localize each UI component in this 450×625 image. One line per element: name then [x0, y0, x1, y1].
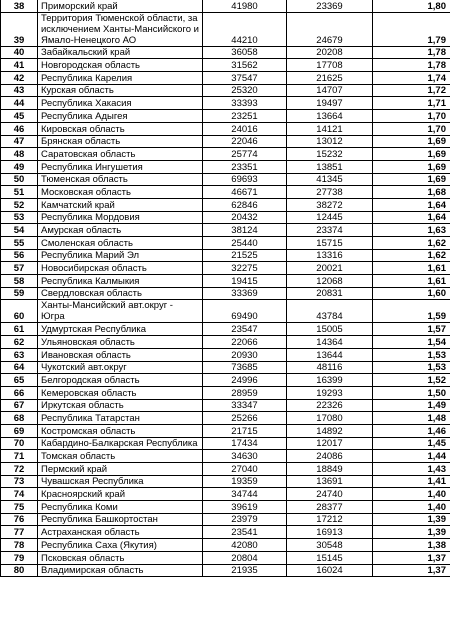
- region-name: Саратовская область: [38, 148, 203, 161]
- table-row: [1, 148, 450, 161]
- value-1: 38124: [203, 224, 287, 237]
- value-2: 14121: [287, 122, 373, 135]
- value-1: 24996: [203, 374, 287, 387]
- ratio-value: 1,70: [373, 122, 450, 135]
- ratio-value: 1,61: [373, 262, 450, 275]
- ratio-value: 1,72: [373, 84, 450, 97]
- region-name: Белгородская область: [38, 374, 203, 387]
- ratio-value: 1,44: [373, 450, 450, 463]
- table-row: [1, 564, 450, 577]
- row-number: 50: [1, 173, 38, 186]
- table-row: [1, 59, 450, 72]
- row-number: 43: [1, 84, 38, 97]
- value-1: 20432: [203, 211, 287, 224]
- value-1: 36058: [203, 46, 287, 59]
- region-name: Республика Ингушетия: [38, 160, 203, 173]
- region-name: Свердловская область: [38, 287, 203, 300]
- row-number: 39: [1, 12, 38, 46]
- value-2: 15145: [287, 551, 373, 564]
- ratio-value: 1,69: [373, 173, 450, 186]
- region-name: Приморский край: [38, 0, 203, 12]
- value-2: 14364: [287, 336, 373, 349]
- table-row: [1, 198, 450, 211]
- ratio-value: 1,78: [373, 46, 450, 59]
- value-1: 69693: [203, 173, 287, 186]
- region-name: Курская область: [38, 84, 203, 97]
- ratio-value: 1,61: [373, 275, 450, 288]
- value-1: 21715: [203, 424, 287, 437]
- value-1: 23541: [203, 526, 287, 539]
- table-row: [1, 412, 450, 425]
- row-number: 42: [1, 72, 38, 85]
- value-2: 48116: [287, 361, 373, 374]
- table-row: [1, 135, 450, 148]
- value-1: 32275: [203, 262, 287, 275]
- value-1: 27040: [203, 463, 287, 476]
- table-row: [1, 475, 450, 488]
- value-1: 24016: [203, 122, 287, 135]
- table-row: [1, 450, 450, 463]
- row-number: 59: [1, 287, 38, 300]
- value-2: 20208: [287, 46, 373, 59]
- table-row: [1, 526, 450, 539]
- value-1: 42080: [203, 539, 287, 552]
- row-number: 52: [1, 198, 38, 211]
- value-2: 18849: [287, 463, 373, 476]
- ratio-value: 1,40: [373, 488, 450, 501]
- region-name: Чувашская Республика: [38, 475, 203, 488]
- ratio-value: 1,39: [373, 513, 450, 526]
- table-row: [1, 237, 450, 250]
- region-name: Удмуртская Республика: [38, 323, 203, 336]
- ratio-value: 1,57: [373, 323, 450, 336]
- value-1: 37547: [203, 72, 287, 85]
- value-1: 73685: [203, 361, 287, 374]
- row-number: 51: [1, 186, 38, 199]
- region-name: Московская область: [38, 186, 203, 199]
- region-name: Брянская область: [38, 135, 203, 148]
- region-name: Псковская область: [38, 551, 203, 564]
- value-1: 34630: [203, 450, 287, 463]
- ratio-value: 1,62: [373, 249, 450, 262]
- ratio-value: 1,40: [373, 501, 450, 514]
- value-1: 34744: [203, 488, 287, 501]
- table-row: [1, 249, 450, 262]
- value-2: 21625: [287, 72, 373, 85]
- region-name: Тюменская область: [38, 173, 203, 186]
- value-2: 17080: [287, 412, 373, 425]
- value-1: 23351: [203, 160, 287, 173]
- table-row: [1, 12, 450, 46]
- value-1: 17434: [203, 437, 287, 450]
- value-1: 33393: [203, 97, 287, 110]
- value-1: 23979: [203, 513, 287, 526]
- table-row: [1, 287, 450, 300]
- value-1: 31562: [203, 59, 287, 72]
- ratio-value: 1,52: [373, 374, 450, 387]
- value-1: 20804: [203, 551, 287, 564]
- ratio-value: 1,68: [373, 186, 450, 199]
- value-2: 14892: [287, 424, 373, 437]
- value-1: 25266: [203, 412, 287, 425]
- value-2: 13316: [287, 249, 373, 262]
- value-2: 12068: [287, 275, 373, 288]
- ratio-value: 1,80: [373, 0, 450, 12]
- region-name: Камчатский край: [38, 198, 203, 211]
- value-2: 15232: [287, 148, 373, 161]
- value-1: 21935: [203, 564, 287, 577]
- row-number: 40: [1, 46, 38, 59]
- table-row: [1, 46, 450, 59]
- ratio-value: 1,46: [373, 424, 450, 437]
- value-2: 24086: [287, 450, 373, 463]
- value-2: 19293: [287, 386, 373, 399]
- value-2: 15005: [287, 323, 373, 336]
- ratio-value: 1,54: [373, 336, 450, 349]
- row-number: 46: [1, 122, 38, 135]
- ratio-value: 1,49: [373, 399, 450, 412]
- row-number: 70: [1, 437, 38, 450]
- row-number: 67: [1, 399, 38, 412]
- region-name: Республика Карелия: [38, 72, 203, 85]
- value-2: 24740: [287, 488, 373, 501]
- value-2: 16024: [287, 564, 373, 577]
- region-name: Кемеровская область: [38, 386, 203, 399]
- region-name: Астраханская область: [38, 526, 203, 539]
- row-number: 60: [1, 300, 38, 323]
- region-name: Ханты-Мансийский авт.округ - Югра: [38, 300, 203, 323]
- ratio-value: 1,37: [373, 551, 450, 564]
- value-2: 24679: [287, 12, 373, 46]
- ratio-value: 1,45: [373, 437, 450, 450]
- ratio-value: 1,60: [373, 287, 450, 300]
- table-row: [1, 224, 450, 237]
- row-number: 45: [1, 110, 38, 123]
- ratio-value: 1,70: [373, 110, 450, 123]
- table-row: [1, 84, 450, 97]
- table-row: [1, 488, 450, 501]
- table-row: [1, 437, 450, 450]
- table-row: [1, 513, 450, 526]
- region-name: Республика Калмыкия: [38, 275, 203, 288]
- table-row: [1, 551, 450, 564]
- value-2: 13012: [287, 135, 373, 148]
- ratio-value: 1,78: [373, 59, 450, 72]
- region-name: Костромская область: [38, 424, 203, 437]
- row-number: 72: [1, 463, 38, 476]
- region-name: Ивановская область: [38, 348, 203, 361]
- region-name: Республика Адыгея: [38, 110, 203, 123]
- ratio-value: 1,53: [373, 348, 450, 361]
- table-row: [1, 336, 450, 349]
- table-row: [1, 323, 450, 336]
- ratio-value: 1,38: [373, 539, 450, 552]
- region-name: Республика Коми: [38, 501, 203, 514]
- region-name: Пермский край: [38, 463, 203, 476]
- regions-table-body: [1, 0, 450, 577]
- value-2: 22326: [287, 399, 373, 412]
- region-name: Республика Мордовия: [38, 211, 203, 224]
- table-row: [1, 72, 450, 85]
- value-2: 13644: [287, 348, 373, 361]
- value-1: 33347: [203, 399, 287, 412]
- region-name: Территория Тюменской области, за исключением Ханты-Мансийского и Ямало-Ненецкого АО: [38, 12, 203, 46]
- row-number: 79: [1, 551, 38, 564]
- row-number: 49: [1, 160, 38, 173]
- region-name: Республика Башкортостан: [38, 513, 203, 526]
- value-2: 27738: [287, 186, 373, 199]
- value-1: 19359: [203, 475, 287, 488]
- ratio-value: 1,59: [373, 300, 450, 323]
- region-name: Республика Хакасия: [38, 97, 203, 110]
- value-2: 17708: [287, 59, 373, 72]
- region-name: Ульяновская область: [38, 336, 203, 349]
- table-row: [1, 211, 450, 224]
- value-2: 20021: [287, 262, 373, 275]
- ratio-value: 1,79: [373, 12, 450, 46]
- value-1: 22066: [203, 336, 287, 349]
- value-2: 41345: [287, 173, 373, 186]
- region-name: Иркутская область: [38, 399, 203, 412]
- ratio-value: 1,69: [373, 160, 450, 173]
- value-2: 17212: [287, 513, 373, 526]
- value-1: 33369: [203, 287, 287, 300]
- region-name: Смоленская область: [38, 237, 203, 250]
- row-number: 62: [1, 336, 38, 349]
- value-2: 13664: [287, 110, 373, 123]
- row-number: 78: [1, 539, 38, 552]
- row-number: 38: [1, 0, 38, 12]
- table-row: [1, 122, 450, 135]
- ratio-value: 1,53: [373, 361, 450, 374]
- value-2: 30548: [287, 539, 373, 552]
- region-name: Новосибирская область: [38, 262, 203, 275]
- value-1: 69490: [203, 300, 287, 323]
- value-2: 19497: [287, 97, 373, 110]
- row-number: 65: [1, 374, 38, 387]
- row-number: 55: [1, 237, 38, 250]
- region-name: Новгородская область: [38, 59, 203, 72]
- value-1: 44210: [203, 12, 287, 46]
- value-2: 23369: [287, 0, 373, 12]
- ratio-value: 1,62: [373, 237, 450, 250]
- row-number: 69: [1, 424, 38, 437]
- table-row: [1, 374, 450, 387]
- region-name: Кировская область: [38, 122, 203, 135]
- row-number: 66: [1, 386, 38, 399]
- value-1: 41980: [203, 0, 287, 12]
- value-2: 23374: [287, 224, 373, 237]
- ratio-value: 1,69: [373, 148, 450, 161]
- row-number: 63: [1, 348, 38, 361]
- table-row: [1, 501, 450, 514]
- value-1: 25440: [203, 237, 287, 250]
- ratio-value: 1,63: [373, 224, 450, 237]
- region-name: Чукотский авт.округ: [38, 361, 203, 374]
- value-2: 43784: [287, 300, 373, 323]
- ratio-value: 1,71: [373, 97, 450, 110]
- table-row: [1, 399, 450, 412]
- row-number: 61: [1, 323, 38, 336]
- row-number: 53: [1, 211, 38, 224]
- ratio-value: 1,37: [373, 564, 450, 577]
- region-name: Республика Саха (Якутия): [38, 539, 203, 552]
- ratio-value: 1,41: [373, 475, 450, 488]
- value-2: 16399: [287, 374, 373, 387]
- ratio-value: 1,43: [373, 463, 450, 476]
- value-2: 12445: [287, 211, 373, 224]
- value-1: 19415: [203, 275, 287, 288]
- value-2: 12017: [287, 437, 373, 450]
- region-name: Республика Татарстан: [38, 412, 203, 425]
- value-1: 28959: [203, 386, 287, 399]
- table-row: [1, 262, 450, 275]
- row-number: 44: [1, 97, 38, 110]
- row-number: 80: [1, 564, 38, 577]
- value-1: 25320: [203, 84, 287, 97]
- region-name: Томская область: [38, 450, 203, 463]
- table-row: [1, 110, 450, 123]
- value-1: 22046: [203, 135, 287, 148]
- row-number: 54: [1, 224, 38, 237]
- region-name: Красноярский край: [38, 488, 203, 501]
- row-number: 76: [1, 513, 38, 526]
- table-row: [1, 361, 450, 374]
- value-1: 20930: [203, 348, 287, 361]
- region-name: Владимирская область: [38, 564, 203, 577]
- table-row: [1, 97, 450, 110]
- value-1: 23547: [203, 323, 287, 336]
- table-row: [1, 275, 450, 288]
- table-row: [1, 186, 450, 199]
- value-1: 23251: [203, 110, 287, 123]
- region-name: Забайкальский край: [38, 46, 203, 59]
- table-row: [1, 173, 450, 186]
- row-number: 56: [1, 249, 38, 262]
- value-2: 38272: [287, 198, 373, 211]
- row-number: 68: [1, 412, 38, 425]
- value-2: 13691: [287, 475, 373, 488]
- table-row: [1, 539, 450, 552]
- value-1: 21525: [203, 249, 287, 262]
- value-2: 13851: [287, 160, 373, 173]
- table-row: [1, 463, 450, 476]
- row-number: 41: [1, 59, 38, 72]
- value-1: 62846: [203, 198, 287, 211]
- region-name: Амурская область: [38, 224, 203, 237]
- value-2: 14707: [287, 84, 373, 97]
- table-row: [1, 348, 450, 361]
- value-1: 25774: [203, 148, 287, 161]
- row-number: 57: [1, 262, 38, 275]
- table-row: [1, 424, 450, 437]
- value-2: 16913: [287, 526, 373, 539]
- table-row: [1, 300, 450, 323]
- ratio-value: 1,48: [373, 412, 450, 425]
- ratio-value: 1,69: [373, 135, 450, 148]
- row-number: 75: [1, 501, 38, 514]
- table-row: [1, 160, 450, 173]
- value-1: 39619: [203, 501, 287, 514]
- ratio-value: 1,64: [373, 198, 450, 211]
- ratio-value: 1,39: [373, 526, 450, 539]
- row-number: 74: [1, 488, 38, 501]
- region-name: Республика Марий Эл: [38, 249, 203, 262]
- row-number: 71: [1, 450, 38, 463]
- region-name: Кабардино-Балкарская Республика: [38, 437, 203, 450]
- value-2: 20831: [287, 287, 373, 300]
- value-2: 28377: [287, 501, 373, 514]
- row-number: 48: [1, 148, 38, 161]
- ratio-value: 1,50: [373, 386, 450, 399]
- row-number: 73: [1, 475, 38, 488]
- row-number: 77: [1, 526, 38, 539]
- row-number: 64: [1, 361, 38, 374]
- row-number: 47: [1, 135, 38, 148]
- table-row: [1, 386, 450, 399]
- row-number: 58: [1, 275, 38, 288]
- ratio-value: 1,74: [373, 72, 450, 85]
- value-2: 15715: [287, 237, 373, 250]
- table-row: [1, 0, 450, 12]
- ratio-value: 1,64: [373, 211, 450, 224]
- value-1: 46671: [203, 186, 287, 199]
